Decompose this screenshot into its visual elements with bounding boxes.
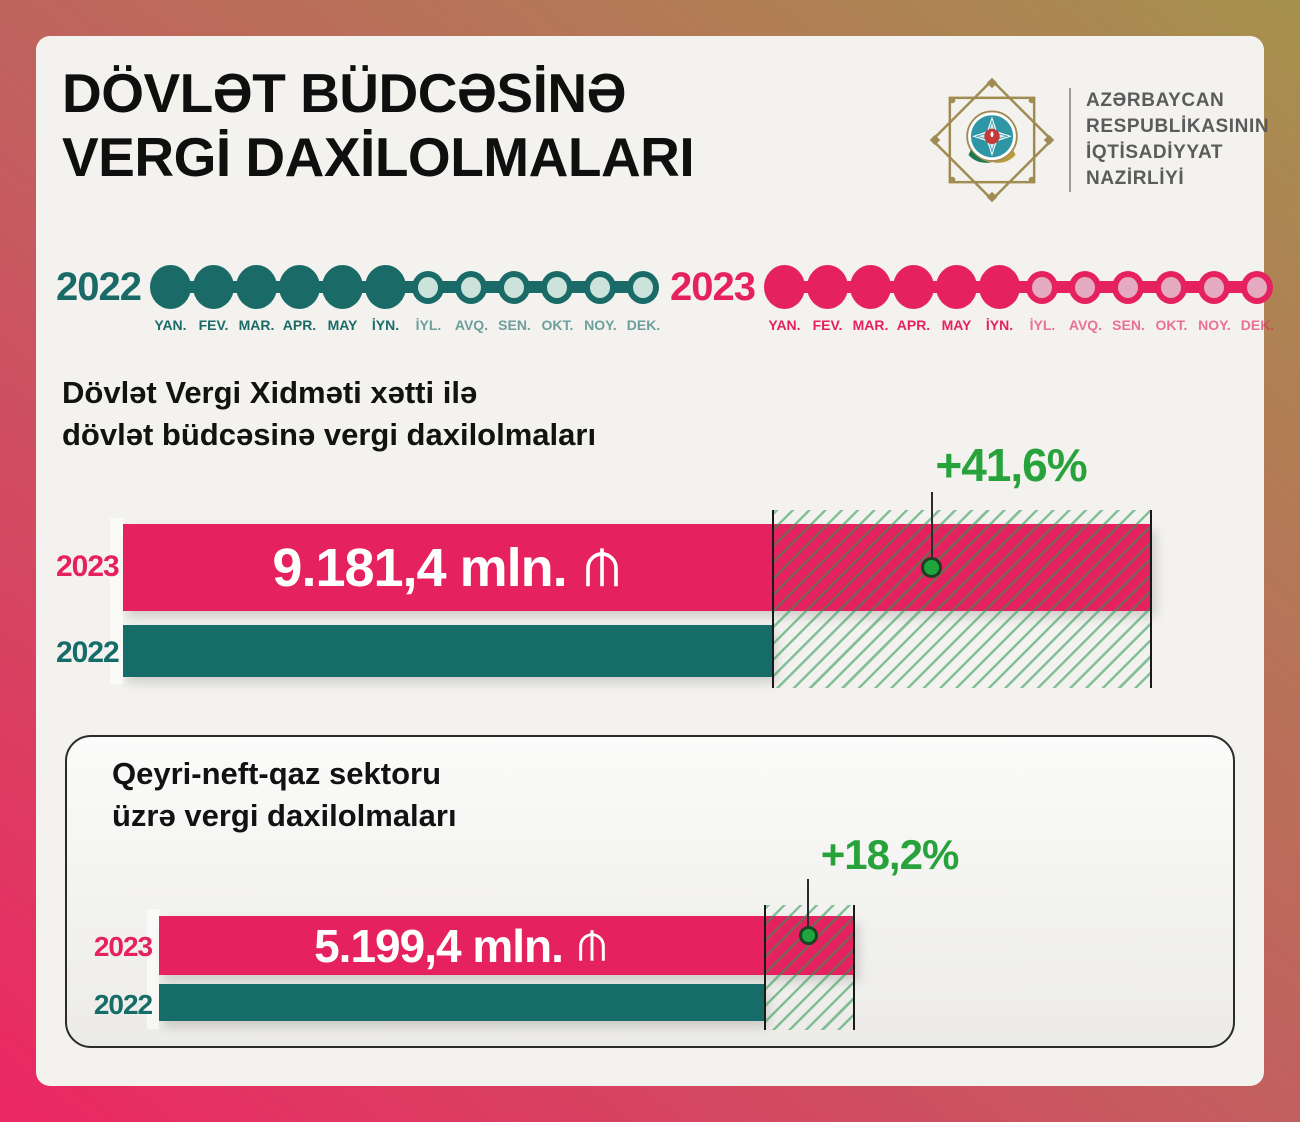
month-cell: [149, 264, 192, 333]
month-label: MAR.: [852, 317, 889, 333]
section2-value-2023: 5.199,4 mln.: [314, 919, 563, 972]
infographic-card: [36, 36, 1275, 1086]
ministry-name: [1086, 88, 1269, 191]
month-dot-outline-icon: [1150, 264, 1193, 310]
month-dot: [1198, 271, 1230, 304]
month-cell: [892, 264, 935, 333]
month-dot: [541, 271, 573, 304]
timeline-year-label: 2022: [56, 265, 141, 309]
month-dot-filled-icon: [321, 264, 364, 310]
section1-heading: [62, 372, 596, 456]
months-row-2023: [763, 264, 1279, 333]
month-cell: [622, 264, 665, 333]
month-dot: [764, 265, 805, 309]
month-label: FEV.: [198, 317, 229, 333]
month-label: AVQ.: [454, 317, 489, 333]
logo-divider: [1069, 88, 1071, 192]
month-dot-filled-icon: [763, 264, 806, 310]
month-dot: [150, 265, 191, 309]
month-cell: [1150, 264, 1193, 333]
month-dot-outline-icon: [493, 264, 536, 310]
month-dot: [807, 265, 848, 309]
month-dot-filled-icon: [149, 264, 192, 310]
month-label: OKT.: [541, 317, 574, 333]
month-cell: [806, 264, 849, 333]
month-dot-outline-icon: [579, 264, 622, 310]
manat-icon: [575, 924, 609, 968]
month-dot-filled-icon: [935, 264, 978, 310]
month-dot: [322, 265, 363, 309]
month-cell: [1021, 264, 1064, 333]
month-dot-filled-icon: [806, 264, 849, 310]
section2-bar-2022: [159, 984, 764, 1021]
month-label: APR.: [896, 317, 931, 333]
month-dot: [1026, 271, 1058, 304]
month-dot-filled-icon: [235, 264, 278, 310]
section2-growth-badge: +18,2%: [820, 831, 959, 878]
month-cell: [1064, 264, 1107, 333]
month-dot-filled-icon: [364, 264, 407, 310]
page-title-line2: VERGİ DAXİLOLMALARI: [62, 125, 695, 188]
section1-heading-line1: Dövlət Vergi Xidməti xətti ilə: [62, 375, 478, 410]
month-dot-outline-icon: [450, 264, 493, 310]
ministry-name-line: NAZİRLİYİ: [1086, 167, 1185, 189]
month-label: OKT.: [1155, 317, 1188, 333]
month-label: FEV.: [812, 317, 843, 333]
section2-annotation-dot-icon: [799, 926, 818, 945]
month-dot-outline-icon: [407, 264, 450, 310]
page-title: [62, 62, 694, 190]
month-dot-filled-icon: [192, 264, 235, 310]
section1-annotation-dot-icon: [921, 557, 942, 578]
month-label: İYN.: [371, 317, 400, 333]
month-dot: [455, 271, 487, 304]
month-dot: [627, 271, 659, 304]
month-label: APR.: [282, 317, 317, 333]
month-cell: [278, 264, 321, 333]
month-dot-outline-icon: [1064, 264, 1107, 310]
timeline-2022: [56, 264, 665, 333]
month-label: NOY.: [584, 317, 617, 333]
month-dot-outline-icon: [1107, 264, 1150, 310]
month-dot-outline-icon: [1236, 264, 1279, 310]
month-dot-outline-icon: [536, 264, 579, 310]
month-dot: [979, 265, 1020, 309]
month-cell: [849, 264, 892, 333]
month-cell: [1193, 264, 1236, 333]
month-cell: [364, 264, 407, 333]
section2-growth-hatch-region: [764, 905, 855, 1030]
month-label: MAR.: [238, 317, 275, 333]
section1-bar-2023-content: [123, 524, 772, 611]
month-dot: [1241, 271, 1273, 304]
month-cell: [978, 264, 1021, 333]
month-label: SEN.: [498, 317, 531, 333]
month-cell: [321, 264, 364, 333]
month-dot: [279, 265, 320, 309]
month-dot: [1112, 271, 1144, 304]
section1-value-2023: 9.181,4 mln.: [272, 537, 567, 598]
month-cell: [935, 264, 978, 333]
month-label: NOY.: [1198, 317, 1231, 333]
month-label: İYL.: [1029, 317, 1056, 333]
month-label: MAY: [327, 317, 358, 333]
section2-bar-2023-content: [159, 916, 764, 975]
month-dot-filled-icon: [278, 264, 321, 310]
month-cell: [579, 264, 622, 333]
month-label: YAN.: [154, 317, 187, 333]
ministry-logo: [930, 78, 1269, 202]
timeline-year-label: 2023: [670, 265, 755, 309]
section2-bar-label-2022: 2022: [93, 989, 153, 1020]
month-label: İYN.: [985, 317, 1014, 333]
month-cell: [493, 264, 536, 333]
section2-heading-line1: Qeyri-neft-qaz sektoru: [112, 756, 442, 791]
month-cell: [407, 264, 450, 333]
month-cell: [763, 264, 806, 333]
month-dot-outline-icon: [622, 264, 665, 310]
month-dot: [1069, 271, 1101, 304]
month-label: DEK.: [626, 317, 661, 333]
month-dot: [412, 271, 444, 304]
page-title-line1: DÖVLƏT BÜDCƏSİNƏ: [62, 62, 627, 124]
month-cell: [1107, 264, 1150, 333]
month-label: İYL.: [415, 317, 442, 333]
section2-bar-label-2023: 2023: [93, 931, 153, 962]
month-dot: [584, 271, 616, 304]
section2-heading-line2: üzrə vergi daxilolmaları: [112, 797, 457, 833]
month-label: MAY: [941, 317, 972, 333]
section1-bar-2022: [123, 625, 772, 677]
timeline-2023: [670, 264, 1279, 333]
month-dot: [236, 265, 277, 309]
month-cell: [1236, 264, 1279, 333]
month-dot-outline-icon: [1193, 264, 1236, 310]
month-dot: [936, 265, 977, 309]
section1-growth-badge: +41,6%: [935, 439, 1087, 491]
month-dot-outline-icon: [1021, 264, 1064, 310]
month-dot: [1155, 271, 1187, 304]
month-label: YAN.: [768, 317, 801, 333]
month-cell: [450, 264, 493, 333]
section2-heading: [112, 753, 457, 837]
section2-box: [65, 735, 1235, 1048]
manat-icon: [581, 542, 623, 594]
month-dot: [850, 265, 891, 309]
month-dot-filled-icon: [978, 264, 1021, 310]
months-row-2022: [149, 264, 665, 333]
month-cell: [192, 264, 235, 333]
month-cell: [235, 264, 278, 333]
month-dot-filled-icon: [892, 264, 935, 310]
section2-bar-2023: [159, 916, 855, 975]
section1-growth-hatch-region: [772, 510, 1152, 688]
month-dot: [365, 265, 406, 309]
ministry-emblem-icon: [930, 78, 1054, 202]
month-cell: [536, 264, 579, 333]
month-dot: [193, 265, 234, 309]
ministry-name-line: AZƏRBAYCAN: [1086, 90, 1225, 112]
ministry-name-line: İQTİSADİYYAT: [1086, 142, 1224, 163]
ministry-name-line: RESPUBLİKASININ: [1086, 116, 1270, 138]
month-label: DEK.: [1240, 317, 1275, 333]
month-dot-filled-icon: [849, 264, 892, 310]
month-label: AVQ.: [1068, 317, 1103, 333]
month-label: SEN.: [1112, 317, 1145, 333]
section1-bar-label-2023: 2023: [56, 550, 119, 583]
month-dot: [498, 271, 530, 304]
section1-heading-line2: dövlət büdcəsinə vergi daxilolmaları: [62, 416, 597, 452]
section1-bar-label-2022: 2022: [56, 636, 119, 669]
month-dot: [893, 265, 934, 309]
